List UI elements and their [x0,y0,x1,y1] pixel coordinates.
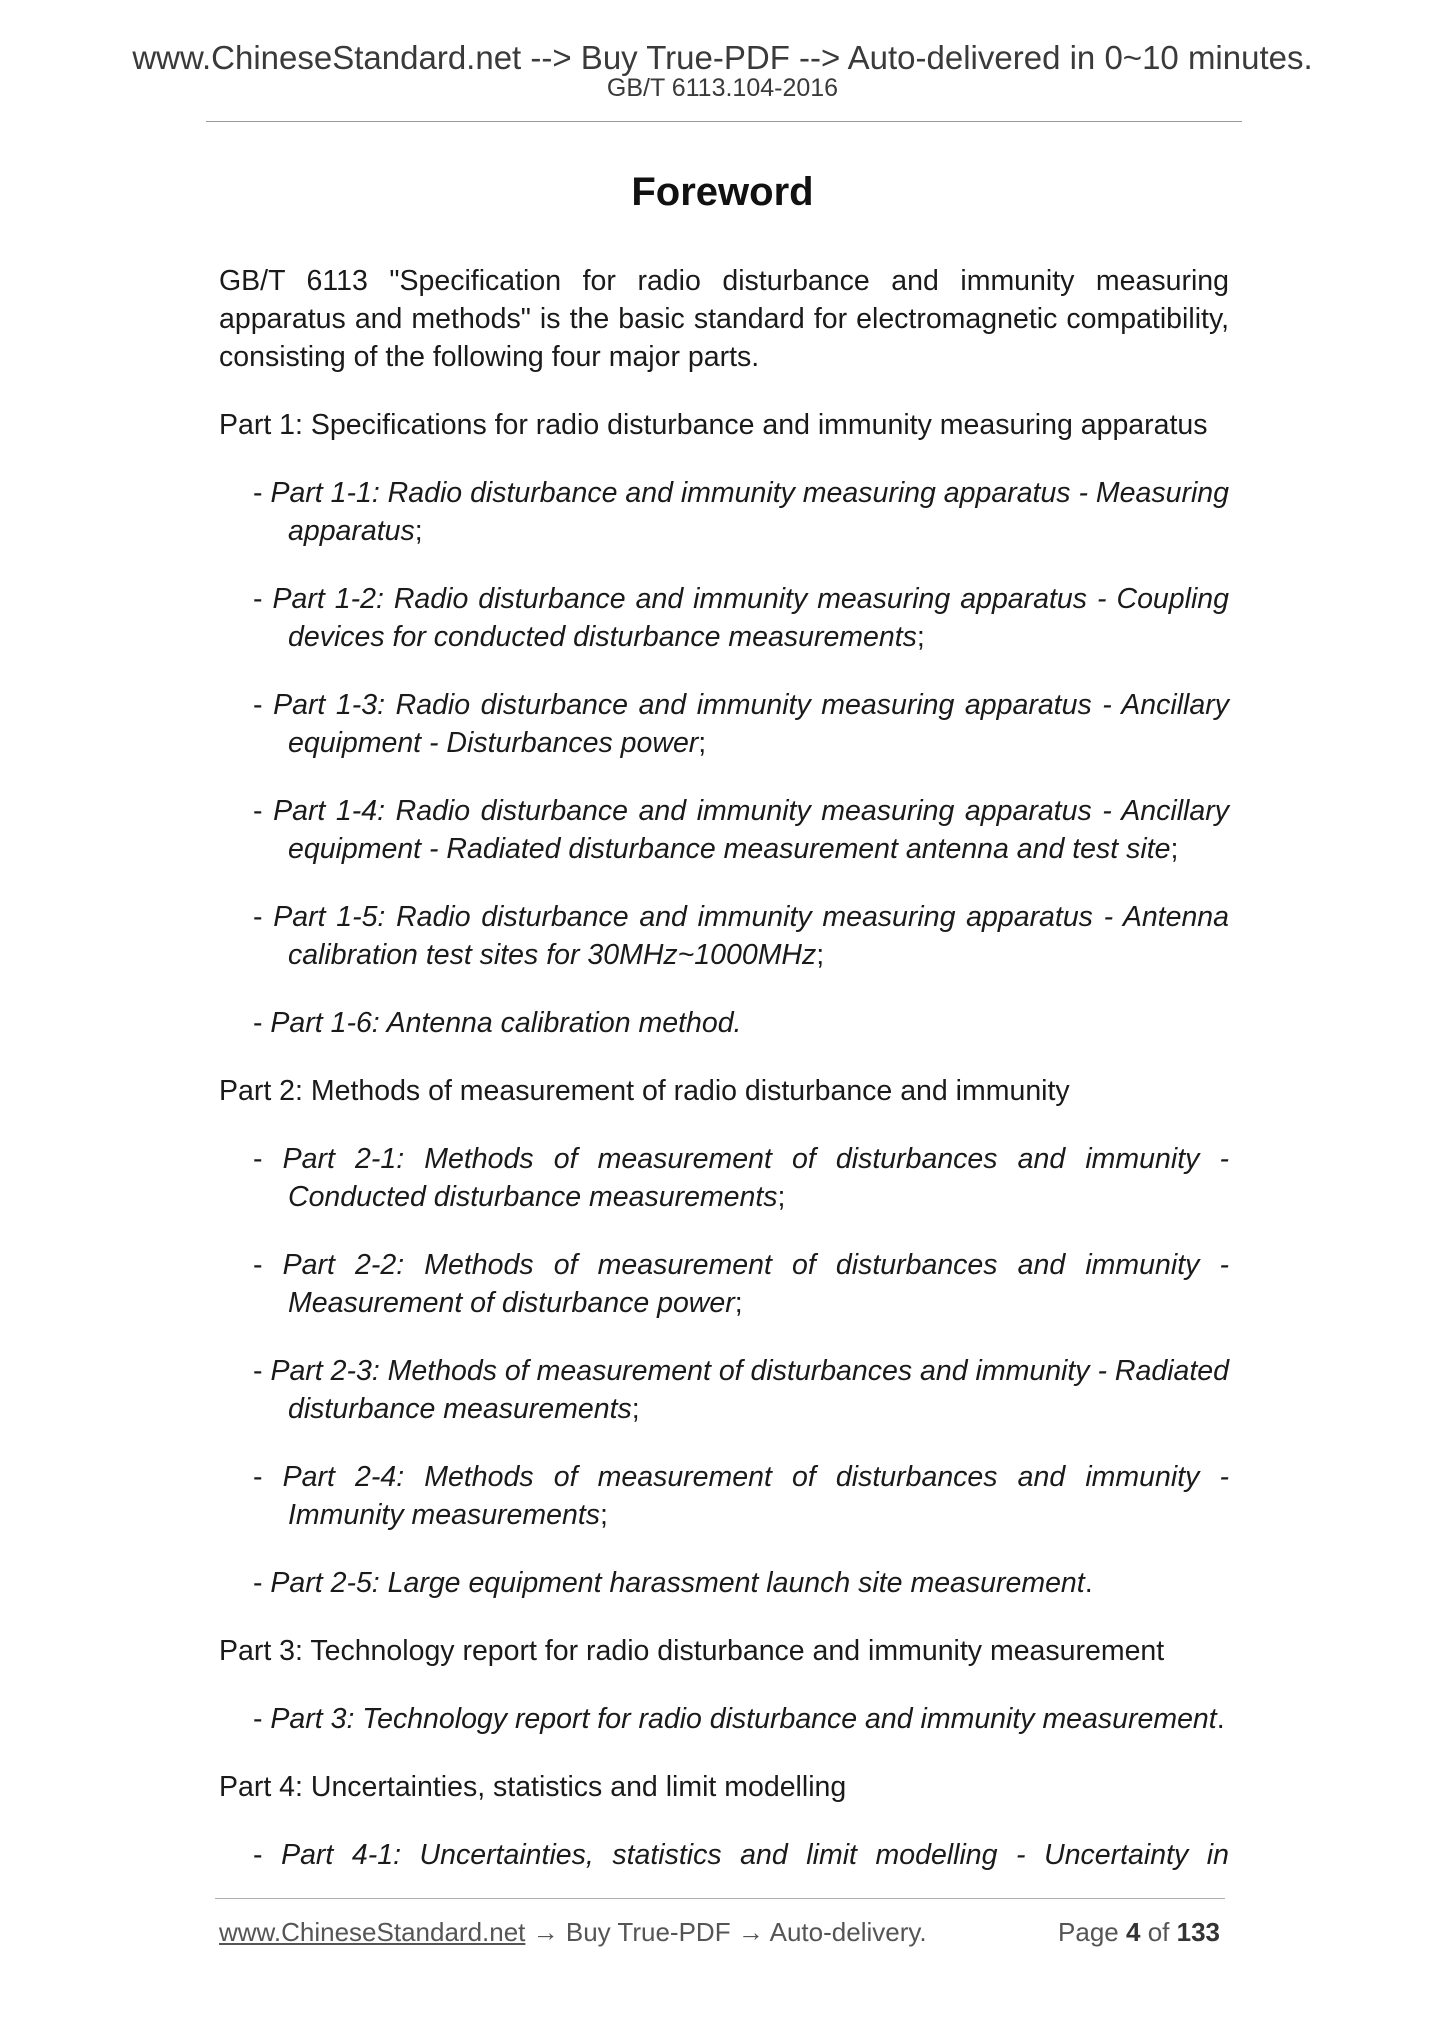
footer [219,1912,1229,1952]
arrow-right-icon: → [737,1917,764,1947]
list-item: - Part 1-6: Antenna calibration method. [253,1007,742,1039]
list-item: - Part 1-5: Radio disturbance and immunity measuring apparatus - Antenna calibration test sites for 30MHz~1000MHz; [253,901,1229,971]
top-banner: www.ChineseStandard.net --> Buy True-PDF --> Auto-delivered in 0~10 minutes. [132,39,1313,76]
list-item: - Part 1-3: Radio disturbance and immunity measuring apparatus - Ancillary equipment - Disturbances power; [253,689,1229,759]
intro-paragraph: GB/T 6113 "Specification for radio disturbance and immunity measuring apparatus and methods" is the basic standard for electromagnetic compatibility, consisting of the following four major parts. [219,265,1229,373]
page-title: Foreword [631,170,814,214]
of-label: of [1147,1917,1170,1947]
list-item: - Part 2-5: Large equipment harassment launch site measurement. [253,1567,1093,1599]
header-divider [206,121,1242,122]
list-item: - Part 1-1: Radio disturbance and immunity measuring apparatus - Measuring apparatus; [253,477,1229,547]
part-heading: Part 1: Specifications for radio disturbance and immunity measuring apparatus [219,409,1208,441]
list-item: - Part 2-1: Methods of measurement of disturbances and immunity - Conducted disturbance measurements; [253,1143,1229,1213]
list-item: - Part 2-4: Methods of measurement of disturbances and immunity - Immunity measurements; [253,1461,1229,1531]
footer-divider [215,1898,1225,1899]
footer-delivery-text: Auto-delivery. [769,1917,927,1947]
part-heading: Part 4: Uncertainties, statistics and limit modelling [219,1771,847,1803]
page-number: 4 [1125,1917,1141,1947]
document-code: GB/T 6113.104-2016 [606,74,839,102]
footer-buy-text: Buy True-PDF [565,1917,731,1947]
page-total: 133 [1176,1917,1220,1947]
part-heading: Part 3: Technology report for radio disturbance and immunity measurement [219,1635,1165,1667]
list-item: - Part 2-3: Methods of measurement of disturbances and immunity - Radiated disturbance measurements; [253,1355,1229,1425]
list-item: - Part 2-2: Methods of measurement of disturbances and immunity - Measurement of disturbance power; [253,1249,1229,1319]
list-item: - Part 3: Technology report for radio disturbance and immunity measurement. [253,1703,1225,1735]
list-item: - Part 4-1: Uncertainties, statistics and limit modelling - Uncertainty in [253,1839,1229,1871]
page-indicator [1058,1912,1220,1952]
part-heading: Part 2: Methods of measurement of radio disturbance and immunity [219,1075,1070,1107]
list-item: - Part 1-4: Radio disturbance and immunity measuring apparatus - Ancillary equipment - Radiated disturbance measurement antenna and test site; [253,795,1229,865]
page-label: Page [1058,1917,1119,1947]
arrow-right-icon: → [532,1917,559,1947]
footer-site-link[interactable]: www.ChineseStandard.net [219,1917,526,1947]
list-item: - Part 1-2: Radio disturbance and immunity measuring apparatus - Coupling devices for conducted disturbance measurements; [253,583,1229,653]
